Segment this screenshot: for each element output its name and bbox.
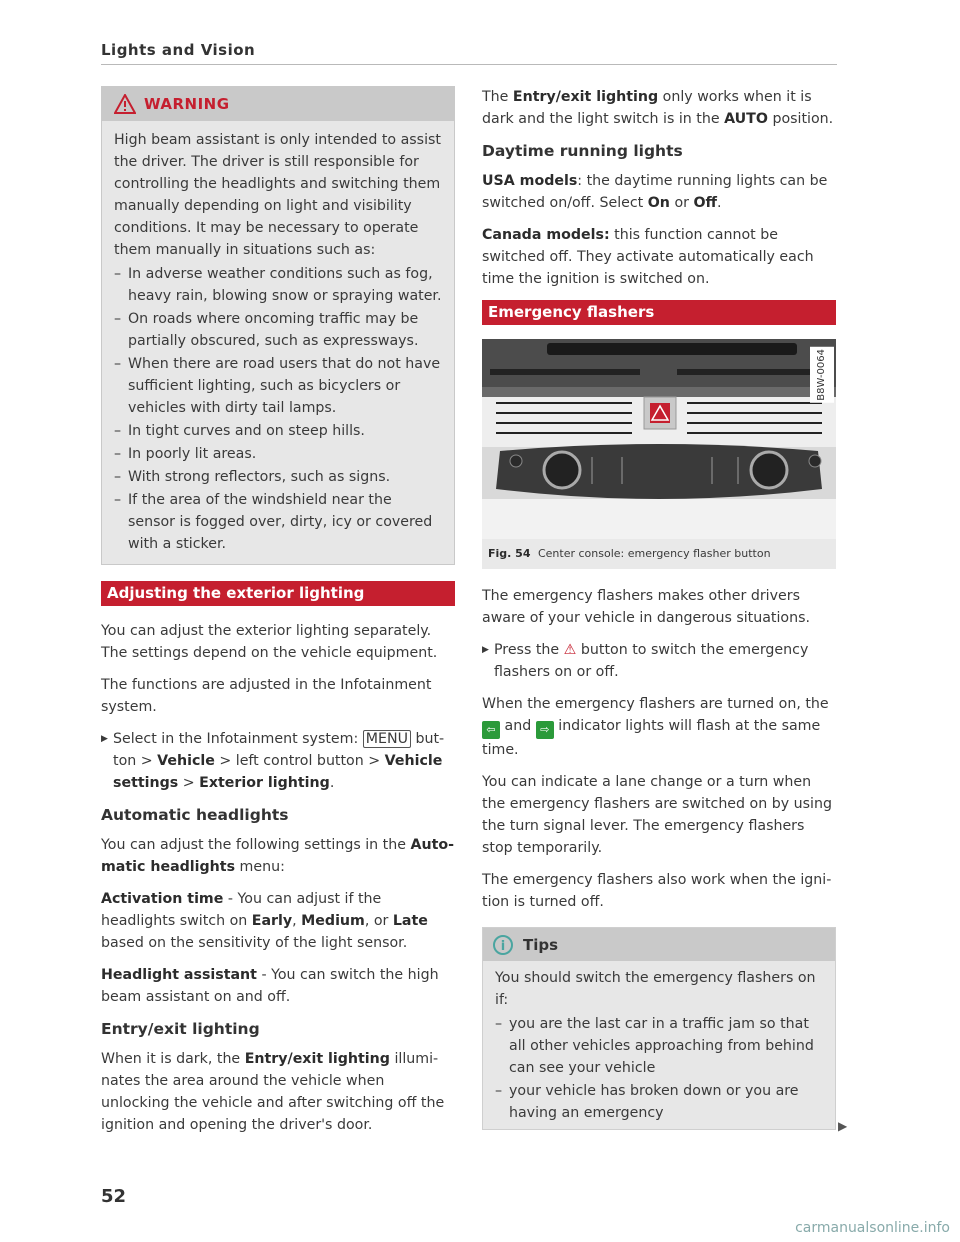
chapter-title: Lights and Vision — [101, 41, 256, 59]
warning-item: – In poorly lit areas. — [114, 443, 442, 465]
term-usa-models: USA models — [482, 173, 578, 189]
menu-name: Automatic headlights — [101, 837, 454, 875]
text: : the daytime running lights can be switched on/off. Select — [482, 173, 828, 211]
continue-arrow-icon: ▶ — [838, 1119, 848, 1133]
paragraph-headlight-assistant — [101, 964, 455, 1008]
hazard-triangle-icon: ⚠ — [563, 642, 577, 658]
paragraph — [101, 1048, 455, 1136]
subheading-daytime: Daytime running lights — [482, 142, 683, 160]
term-canada-models: Canada models: — [482, 227, 610, 243]
text: The — [482, 89, 509, 105]
section-heading-emergency: Emergency flashers — [482, 300, 836, 325]
text: When the emergency flashers are turned on, the — [482, 696, 829, 712]
instruction-step — [101, 728, 455, 794]
page-number: 52 — [101, 1186, 127, 1207]
warning-item: – With strong reflectors, such as signs. — [114, 466, 442, 488]
option-medium: Medium — [301, 913, 365, 929]
warning-body — [102, 121, 454, 564]
term-entry-exit: Entry/exit lighting — [244, 1051, 390, 1067]
paragraph: You can indicate a lane change or a turn when the emergency flashers are switched on by using the turn signal lever. The emergency flashers stop temporarily. — [482, 774, 832, 856]
console-figure — [482, 339, 836, 539]
paragraph: The functions are adjusted in the Infotainment system. — [101, 677, 432, 715]
subheading-automatic-headlights: Automatic headlights — [101, 806, 289, 824]
warning-item: – If the area of the windshield near the sensor is fogged over, dirty, icy or covered with a sticker. — [114, 489, 442, 555]
text: menu: — [239, 859, 285, 875]
section-heading-adjusting: Adjusting the exterior lighting — [101, 581, 455, 606]
paragraph — [101, 834, 455, 878]
step-text: button > — [113, 731, 445, 769]
tips-title: Tips — [523, 935, 559, 954]
option-on: On — [647, 195, 670, 211]
text: When it is dark, the — [101, 1051, 241, 1067]
step-separator: > — [182, 775, 195, 791]
text: button to switch the emergency flashers on or off. — [494, 642, 809, 680]
text: , or — [364, 913, 389, 929]
term-headlight-assistant: Headlight assistant — [101, 967, 257, 983]
warning-title: WARNING — [144, 95, 230, 113]
menu-path-vehicle-settings: Vehicle settings — [113, 753, 443, 791]
warning-item: – On roads where oncoming traffic may be partially obscured, such as expressways. — [114, 308, 442, 352]
option-off: Off — [693, 195, 718, 211]
warning-intro: High beam assistant is only intended to assist the driver. The driver is still responsible for controlling the headlights and switching them manually depending on light and visibility conditions. It may be necessary to operate them manually in situations such as: — [114, 132, 441, 258]
text: position. — [772, 111, 834, 127]
warning-item: – When there are road users that do not have sufficient lighting, such as bicyclers or vehicles with dirty tail lamps. — [114, 353, 442, 419]
tips-header — [483, 928, 835, 961]
right-turn-indicator-icon: ⇨ — [536, 721, 554, 739]
tips-list — [495, 1013, 823, 1124]
warning-triangle-icon — [114, 94, 136, 114]
subheading-entry-exit: Entry/exit lighting — [101, 1020, 260, 1038]
figure-caption — [482, 539, 836, 569]
paragraph: The emergency flashers also work when the ignition is turned off. — [482, 872, 832, 910]
warning-box — [101, 86, 455, 565]
menu-path-exterior-lighting: Exterior lighting — [199, 775, 330, 791]
text: - You can switch the high beam assistant on and off. — [101, 967, 439, 1005]
term-entry-exit: Entry/exit lighting — [512, 89, 659, 105]
text: and — [504, 718, 532, 734]
info-icon: i — [493, 935, 513, 955]
tips-box — [482, 927, 836, 1130]
text: based on the sensitivity of the light sensor. — [101, 935, 408, 951]
center-console-illustration — [482, 339, 836, 539]
paragraph — [482, 693, 836, 761]
step-period: . — [329, 775, 335, 791]
left-turn-indicator-icon: ⇦ — [482, 721, 500, 739]
option-early: Early — [251, 913, 293, 929]
text: - You can adjust if the headlights switch on — [101, 891, 382, 929]
text: indicator lights will flash at the same time. — [482, 718, 821, 758]
paragraph-canada — [482, 224, 836, 290]
text: Press the — [494, 642, 560, 658]
text: or — [674, 195, 689, 211]
right-column — [482, 86, 836, 1130]
left-column — [101, 86, 455, 1146]
step-text: > left control button > — [219, 753, 381, 769]
paragraph-activation-time: Activation time - You can adjust if the headlights switch on Early, Medium, or Late based on the sensitivity of the light sensor. — [101, 891, 428, 951]
paragraph: The emergency flashers makes other drivers aware of your vehicle in dangerous situations. — [482, 588, 811, 626]
tips-item: – your vehicle has broken down or you are having an emergency — [495, 1080, 823, 1124]
page-header — [101, 40, 837, 65]
text: only works when it is dark and the light switch is in the — [482, 89, 812, 127]
warning-item: – In tight curves and on steep hills. — [114, 420, 442, 442]
paragraph-usa: USA models: the daytime running lights can be switched on/off. Select On or Off. — [482, 173, 828, 211]
option-late: Late — [392, 913, 428, 929]
tips-intro: You should switch the emergency flashers on if: — [495, 970, 816, 1008]
tips-body — [483, 961, 835, 1129]
figure-label: Fig. 54 — [488, 547, 531, 560]
menu-key-label: MENU — [363, 730, 411, 748]
instruction-step — [482, 639, 836, 683]
term-auto: AUTO — [724, 111, 768, 127]
step-text: Select in the Infotainment system: — [113, 731, 359, 747]
text: this function cannot be switched off. They activate automatically each time the ignition is switched on. — [482, 227, 814, 287]
text: illuminates the area around the vehicle when unlocking the vehicle and after switching off the ignition and opening the driver's door. — [101, 1051, 445, 1133]
text: You can adjust the following settings in the — [101, 837, 406, 853]
warning-item: – In adverse weather conditions such as fog, heavy rain, blowing snow or spraying water. — [114, 263, 442, 307]
figure-caption-text: Center console: emergency flasher button — [537, 547, 771, 560]
term-activation-time: Activation time — [101, 891, 224, 907]
watermark: carmanualsonline.info — [795, 1220, 950, 1236]
figure-code: B8W-0064 — [810, 347, 834, 403]
warning-list — [114, 263, 442, 555]
paragraph — [482, 86, 836, 130]
menu-path-vehicle: Vehicle — [157, 753, 215, 769]
tips-item: – you are the last car in a traffic jam so that all other vehicles approaching from behind can see your vehicle — [495, 1013, 823, 1079]
paragraph: You can adjust the exterior lighting separately. The settings depend on the vehicle equipment. — [101, 623, 438, 661]
warning-header — [102, 87, 454, 121]
